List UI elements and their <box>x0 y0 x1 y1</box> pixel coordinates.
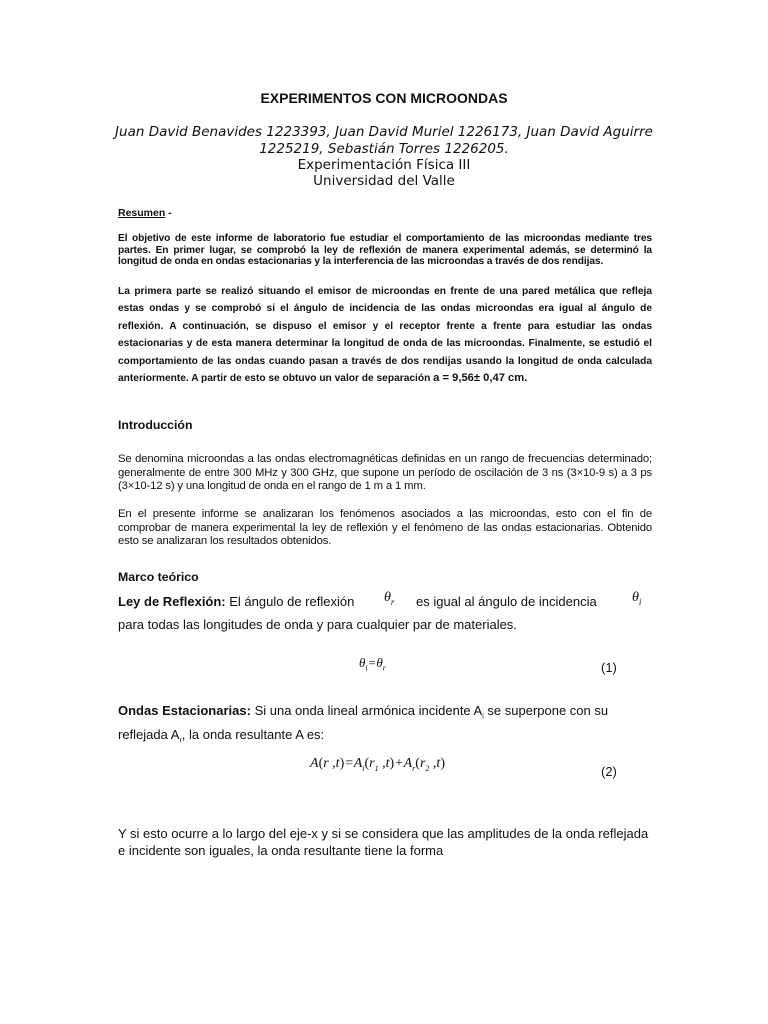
reflexion-text-c: para todas las longitudes de onda y para cualquier par de materiales. <box>118 617 517 632</box>
reflexion-text-b: es igual al ángulo de incidencia <box>416 594 597 609</box>
ondas-paragraph <box>118 702 652 749</box>
intro-heading: Introducción <box>118 418 193 432</box>
course-name: Experimentación Física III <box>297 157 471 173</box>
university-name: Universidad del Valle <box>313 173 455 189</box>
reflexion-line <box>118 594 354 609</box>
equation-1: $\theta_i=\theta_r$ <box>359 655 386 673</box>
reflexion-label: Ley de Reflexión: <box>118 594 226 609</box>
ondas-sub-i: i <box>482 713 484 721</box>
ondas-sub-r: r <box>179 737 182 745</box>
abstract-heading-suffix: - <box>165 207 172 219</box>
equation-2-number: (2) <box>601 764 617 779</box>
intro-paragraph-1: Se denomina microondas a las ondas electromagnéticas definidas en un rango de frecuencias determinado; generalmente de entre 300 MHz y 300 GHz, que supone un período de oscilación de 3 ns (3×10-9 s) a 3 ps (3×10-12 s) y una longitud de onda en el rango de 1 m a 1 mm. <box>118 453 652 493</box>
abstract-heading-label: Resumen <box>118 207 166 219</box>
ondas-label: Ondas Estacionarias: <box>118 703 251 718</box>
theory-heading: Marco teórico <box>118 570 199 584</box>
ondas-text: Si una onda lineal armónica incidente A <box>254 703 483 718</box>
closing-paragraph: Y si esto ocurre a lo largo del eje-x y si se considera que las amplitudes de la onda reflejada e incidente son iguales, la onda resultante tiene la forma <box>118 826 649 858</box>
authors-line-2: 1225219, Sebastián Torres 1226205. <box>259 141 509 157</box>
ondas-text-3: , la onda resultante A es: <box>181 726 325 742</box>
theta-i-symbol: $\theta_i$ <box>632 590 642 608</box>
intro-paragraph-2: En el presente informe se analizaran los fenómenos asociados a las microondas, esto con el fin de comprobar de manera experimental la ley de reflexión y el fenómeno de las ondas estacionarias. Obtenido esto se analizaran los resultados obtenidos. <box>118 508 652 548</box>
reflexion-text-a: El ángulo de reflexión <box>229 594 355 609</box>
abstract-paragraph-1: El objetivo de este informe de laboratorio fue estudiar el comportamiento de las microondas mediante tres partes. En primer lugar, se comprobó la ley de reflexión de manera experimental además, se determinó la longitud de onda en ondas estacionarias y la interferencia de las microondas a través de dos rendijas. <box>118 233 652 267</box>
document-title: EXPERIMENTOS CON MICROONDAS <box>260 90 508 106</box>
theta-r-symbol: $\theta_r$ <box>384 590 395 608</box>
authors-line-1: Juan David Benavides 1223393, Juan David Muriel 1226173, Juan David Aguirre <box>115 124 653 140</box>
equation-1-number: (1) <box>601 660 617 675</box>
abstract-paragraph-2 <box>118 283 652 387</box>
abstract-heading <box>118 207 172 219</box>
ondas-text-2: se superpone con su reflejada A <box>118 703 609 742</box>
equation-2: A(r $,t)=A_i(r_1$ $,t)+A_r(r_2$ ,t) <box>310 756 445 773</box>
abstract-paragraph-2-text: La primera parte se realizó situando el emisor de microondas en frente de una pared metálica que refleja estas ondas y se comprobó si el ángulo de incidencia de las ondas microondas era igual al ángulo de reflexión. A continuación, se dispuso el emisor y el receptor frente a frente para estudiar las ondas estacionarias y de esta manera determinar la longitud de onda de las microondas. Finalmente, se estudió el comportamiento de las ondas cuando pasan a través de dos rendijas usando la longitud de onda calculada anteriormente. A partir de esto se obtuvo un valor de separación <box>118 286 652 385</box>
abstract-result: a = 9,56± 0,47 cm. <box>433 372 528 385</box>
